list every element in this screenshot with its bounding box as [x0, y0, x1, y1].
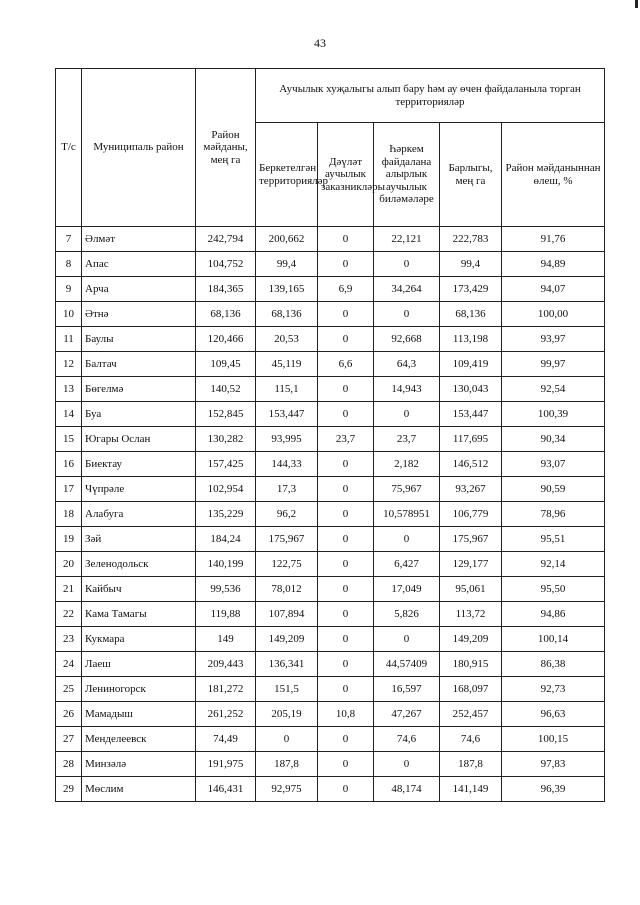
state-reserves-cell: 0 — [318, 402, 374, 427]
header-public-hunting-grounds: Һәркем файдалана алырлык аучылык биләмәләре — [374, 123, 440, 227]
total-area-cell: 222,783 — [440, 227, 502, 252]
district-area-cell: 135,229 — [196, 502, 256, 527]
district-name-cell: Зәй — [82, 527, 196, 552]
assigned-territories-cell: 151,5 — [256, 677, 318, 702]
table-row — [56, 627, 605, 652]
table-row — [56, 427, 605, 452]
assigned-territories-cell: 187,8 — [256, 752, 318, 777]
state-reserves-cell: 0 — [318, 602, 374, 627]
district-area-cell: 104,752 — [196, 252, 256, 277]
total-area-cell: 168,097 — [440, 677, 502, 702]
state-reserves-cell: 0 — [318, 327, 374, 352]
share-percent-cell: 90,34 — [502, 427, 605, 452]
assigned-territories-cell: 205,19 — [256, 702, 318, 727]
assigned-territories-cell: 200,662 — [256, 227, 318, 252]
state-reserves-cell: 0 — [318, 552, 374, 577]
total-area-cell: 130,043 — [440, 377, 502, 402]
district-name-cell: Кама Тамагы — [82, 602, 196, 627]
table-row — [56, 752, 605, 777]
table-row — [56, 552, 605, 577]
district-area-cell: 261,252 — [196, 702, 256, 727]
district-name-cell: Буа — [82, 402, 196, 427]
public-hunting-cell: 0 — [374, 302, 440, 327]
table-row — [56, 702, 605, 727]
public-hunting-cell: 5,826 — [374, 602, 440, 627]
district-name-cell: Әтнә — [82, 302, 196, 327]
district-area-cell: 119,88 — [196, 602, 256, 627]
public-hunting-cell: 44,57409 — [374, 652, 440, 677]
state-reserves-cell: 0 — [318, 677, 374, 702]
district-name-cell: Баулы — [82, 327, 196, 352]
state-reserves-cell: 0 — [318, 477, 374, 502]
state-reserves-cell: 0 — [318, 377, 374, 402]
share-percent-cell: 95,51 — [502, 527, 605, 552]
district-area-cell: 242,794 — [196, 227, 256, 252]
total-area-cell: 173,429 — [440, 277, 502, 302]
table-row — [56, 302, 605, 327]
public-hunting-cell: 0 — [374, 252, 440, 277]
district-name-cell: Зеленодольск — [82, 552, 196, 577]
scan-edge-mark — [635, 0, 638, 8]
state-reserves-cell: 10,8 — [318, 702, 374, 727]
row-number-cell: 13 — [56, 377, 82, 402]
state-reserves-cell: 0 — [318, 627, 374, 652]
table-row — [56, 227, 605, 252]
assigned-territories-cell: 144,33 — [256, 452, 318, 477]
total-area-cell: 129,177 — [440, 552, 502, 577]
district-name-cell: Лаеш — [82, 652, 196, 677]
public-hunting-cell: 47,267 — [374, 702, 440, 727]
row-number-cell: 24 — [56, 652, 82, 677]
assigned-territories-cell: 0 — [256, 727, 318, 752]
state-reserves-cell: 0 — [318, 227, 374, 252]
public-hunting-cell: 0 — [374, 627, 440, 652]
district-name-cell: Мөслим — [82, 777, 196, 802]
table-row — [56, 577, 605, 602]
share-percent-cell: 94,89 — [502, 252, 605, 277]
header-state-reserves: Дәүләт аучылык заказникләры — [318, 123, 374, 227]
table-row — [56, 677, 605, 702]
state-reserves-cell: 0 — [318, 452, 374, 477]
district-name-cell: Апас — [82, 252, 196, 277]
table-row — [56, 652, 605, 677]
table-row — [56, 377, 605, 402]
share-percent-cell: 93,97 — [502, 327, 605, 352]
assigned-territories-cell: 139,165 — [256, 277, 318, 302]
total-area-cell: 117,695 — [440, 427, 502, 452]
row-number-cell: 21 — [56, 577, 82, 602]
state-reserves-cell: 0 — [318, 652, 374, 677]
assigned-territories-cell: 96,2 — [256, 502, 318, 527]
row-number-cell: 19 — [56, 527, 82, 552]
total-area-cell: 68,136 — [440, 302, 502, 327]
share-percent-cell: 91,76 — [502, 227, 605, 252]
district-name-cell: Лениногорск — [82, 677, 196, 702]
assigned-territories-cell: 175,967 — [256, 527, 318, 552]
total-area-cell: 74,6 — [440, 727, 502, 752]
row-number-cell: 9 — [56, 277, 82, 302]
district-name-cell: Чүпрәле — [82, 477, 196, 502]
district-area-cell: 149 — [196, 627, 256, 652]
share-percent-cell: 95,50 — [502, 577, 605, 602]
table-row — [56, 602, 605, 627]
district-name-cell: Югары Ослан — [82, 427, 196, 452]
district-area-cell: 120,466 — [196, 327, 256, 352]
assigned-territories-cell: 136,341 — [256, 652, 318, 677]
district-area-cell: 68,136 — [196, 302, 256, 327]
public-hunting-cell: 48,174 — [374, 777, 440, 802]
total-area-cell: 99,4 — [440, 252, 502, 277]
district-name-cell: Әлмәт — [82, 227, 196, 252]
district-name-cell: Кайбыч — [82, 577, 196, 602]
public-hunting-cell: 10,578951 — [374, 502, 440, 527]
public-hunting-cell: 0 — [374, 527, 440, 552]
row-number-cell: 10 — [56, 302, 82, 327]
district-area-cell: 191,975 — [196, 752, 256, 777]
state-reserves-cell: 0 — [318, 502, 374, 527]
header-municipal-district: Муниципаль район — [82, 69, 196, 227]
total-area-cell: 106,779 — [440, 502, 502, 527]
share-percent-cell: 100,39 — [502, 402, 605, 427]
page-number: 43 — [314, 36, 326, 50]
row-number-cell: 20 — [56, 552, 82, 577]
hunting-territories-table — [55, 68, 605, 802]
row-number-cell: 27 — [56, 727, 82, 752]
public-hunting-cell: 17,049 — [374, 577, 440, 602]
district-name-cell: Балтач — [82, 352, 196, 377]
public-hunting-cell: 92,668 — [374, 327, 440, 352]
district-area-cell: 74,49 — [196, 727, 256, 752]
share-percent-cell: 96,63 — [502, 702, 605, 727]
row-number-cell: 16 — [56, 452, 82, 477]
table-row — [56, 727, 605, 752]
state-reserves-cell: 0 — [318, 302, 374, 327]
district-area-cell: 109,45 — [196, 352, 256, 377]
state-reserves-cell: 0 — [318, 752, 374, 777]
share-percent-cell: 94,86 — [502, 602, 605, 627]
share-percent-cell: 92,73 — [502, 677, 605, 702]
state-reserves-cell: 0 — [318, 777, 374, 802]
district-area-cell: 181,272 — [196, 677, 256, 702]
row-number-cell: 17 — [56, 477, 82, 502]
table-row — [56, 277, 605, 302]
share-percent-cell: 96,39 — [502, 777, 605, 802]
total-area-cell: 113,198 — [440, 327, 502, 352]
table-row — [56, 527, 605, 552]
share-percent-cell: 78,96 — [502, 502, 605, 527]
district-name-cell: Минзәлә — [82, 752, 196, 777]
district-name-cell: Менделеевск — [82, 727, 196, 752]
total-area-cell: 153,447 — [440, 402, 502, 427]
district-area-cell: 99,536 — [196, 577, 256, 602]
state-reserves-cell: 0 — [318, 527, 374, 552]
district-name-cell: Кукмара — [82, 627, 196, 652]
assigned-territories-cell: 93,995 — [256, 427, 318, 452]
assigned-territories-cell: 17,3 — [256, 477, 318, 502]
total-area-cell: 113,72 — [440, 602, 502, 627]
row-number-cell: 25 — [56, 677, 82, 702]
row-number-cell: 14 — [56, 402, 82, 427]
assigned-territories-cell: 45,119 — [256, 352, 318, 377]
district-name-cell: Алабуга — [82, 502, 196, 527]
district-area-cell: 130,282 — [196, 427, 256, 452]
header-total-area: Барлыгы, мең га — [440, 123, 502, 227]
public-hunting-cell: 34,264 — [374, 277, 440, 302]
district-area-cell: 140,199 — [196, 552, 256, 577]
total-area-cell: 180,915 — [440, 652, 502, 677]
public-hunting-cell: 2,182 — [374, 452, 440, 477]
table-row — [56, 327, 605, 352]
district-area-cell: 146,431 — [196, 777, 256, 802]
public-hunting-cell: 6,427 — [374, 552, 440, 577]
assigned-territories-cell: 149,209 — [256, 627, 318, 652]
total-area-cell: 252,457 — [440, 702, 502, 727]
header-tc: Т/с — [56, 69, 82, 227]
total-area-cell: 149,209 — [440, 627, 502, 652]
assigned-territories-cell: 107,894 — [256, 602, 318, 627]
row-number-cell: 15 — [56, 427, 82, 452]
table-row — [56, 402, 605, 427]
assigned-territories-cell: 153,447 — [256, 402, 318, 427]
header-share-percent: Район мәйданыннан өлеш, % — [502, 123, 605, 227]
row-number-cell: 12 — [56, 352, 82, 377]
public-hunting-cell: 23,7 — [374, 427, 440, 452]
public-hunting-cell: 74,6 — [374, 727, 440, 752]
share-percent-cell: 92,14 — [502, 552, 605, 577]
assigned-territories-cell: 20,53 — [256, 327, 318, 352]
row-number-cell: 18 — [56, 502, 82, 527]
total-area-cell: 175,967 — [440, 527, 502, 552]
table-row — [56, 502, 605, 527]
district-area-cell: 152,845 — [196, 402, 256, 427]
total-area-cell: 93,267 — [440, 477, 502, 502]
table-row — [56, 452, 605, 477]
district-area-cell: 184,365 — [196, 277, 256, 302]
table-row — [56, 252, 605, 277]
public-hunting-cell: 0 — [374, 752, 440, 777]
district-name-cell: Арча — [82, 277, 196, 302]
district-name-cell: Бөгелмә — [82, 377, 196, 402]
share-percent-cell: 90,59 — [502, 477, 605, 502]
total-area-cell: 109,419 — [440, 352, 502, 377]
state-reserves-cell: 0 — [318, 727, 374, 752]
table-row — [56, 352, 605, 377]
public-hunting-cell: 22,121 — [374, 227, 440, 252]
share-percent-cell: 93,07 — [502, 452, 605, 477]
district-area-cell: 140,52 — [196, 377, 256, 402]
assigned-territories-cell: 68,136 — [256, 302, 318, 327]
header-district-area: Район мәйданы, мең га — [196, 69, 256, 227]
state-reserves-cell: 6,6 — [318, 352, 374, 377]
district-area-cell: 184,24 — [196, 527, 256, 552]
row-number-cell: 7 — [56, 227, 82, 252]
header-hunting-territories-group: Аучылык хуҗалыгы алып бару һәм ау өчен файдаланыла торган территорияләр — [256, 69, 605, 123]
assigned-territories-cell: 115,1 — [256, 377, 318, 402]
public-hunting-cell: 14,943 — [374, 377, 440, 402]
row-number-cell: 28 — [56, 752, 82, 777]
total-area-cell: 141,149 — [440, 777, 502, 802]
table-row — [56, 777, 605, 802]
public-hunting-cell: 64,3 — [374, 352, 440, 377]
share-percent-cell: 97,83 — [502, 752, 605, 777]
total-area-cell: 146,512 — [440, 452, 502, 477]
share-percent-cell: 86,38 — [502, 652, 605, 677]
public-hunting-cell: 0 — [374, 402, 440, 427]
district-name-cell: Мамадыш — [82, 702, 196, 727]
row-number-cell: 23 — [56, 627, 82, 652]
state-reserves-cell: 0 — [318, 252, 374, 277]
assigned-territories-cell: 92,975 — [256, 777, 318, 802]
share-percent-cell: 100,00 — [502, 302, 605, 327]
district-area-cell: 157,425 — [196, 452, 256, 477]
table-body — [56, 227, 605, 802]
public-hunting-cell: 16,597 — [374, 677, 440, 702]
state-reserves-cell: 6,9 — [318, 277, 374, 302]
header-assigned-territories: Беркетелгән территорияләр — [256, 123, 318, 227]
total-area-cell: 95,061 — [440, 577, 502, 602]
state-reserves-cell: 23,7 — [318, 427, 374, 452]
share-percent-cell: 99,97 — [502, 352, 605, 377]
row-number-cell: 22 — [56, 602, 82, 627]
table-row — [56, 477, 605, 502]
share-percent-cell: 94,07 — [502, 277, 605, 302]
assigned-territories-cell: 122,75 — [256, 552, 318, 577]
share-percent-cell: 100,15 — [502, 727, 605, 752]
share-percent-cell: 92,54 — [502, 377, 605, 402]
row-number-cell: 11 — [56, 327, 82, 352]
assigned-territories-cell: 78,012 — [256, 577, 318, 602]
row-number-cell: 8 — [56, 252, 82, 277]
district-area-cell: 209,443 — [196, 652, 256, 677]
public-hunting-cell: 75,967 — [374, 477, 440, 502]
share-percent-cell: 100,14 — [502, 627, 605, 652]
total-area-cell: 187,8 — [440, 752, 502, 777]
row-number-cell: 29 — [56, 777, 82, 802]
district-name-cell: Биектау — [82, 452, 196, 477]
row-number-cell: 26 — [56, 702, 82, 727]
district-area-cell: 102,954 — [196, 477, 256, 502]
state-reserves-cell: 0 — [318, 577, 374, 602]
assigned-territories-cell: 99,4 — [256, 252, 318, 277]
